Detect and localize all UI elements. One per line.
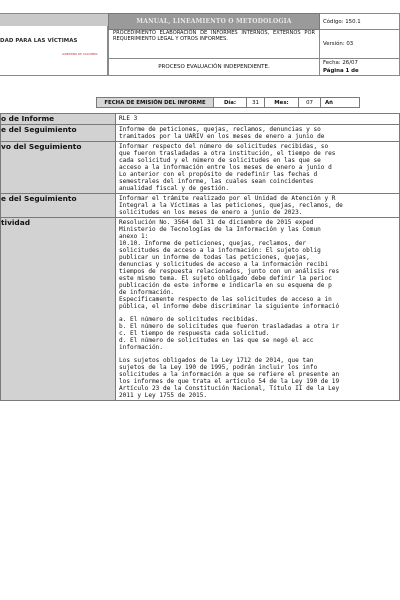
document-header: [0, 13, 400, 76]
value-line: pública, el informe debe discriminar la siguiente informació: [119, 303, 340, 310]
value-line: anexo 1:: [119, 233, 149, 240]
value-line: sujetos de la Ley 190 de 1995, podrán incluir los info: [119, 364, 318, 371]
row-value: [116, 194, 400, 218]
value-line: tramitados por la UARIV en los meses de enero a junio de: [119, 133, 325, 140]
document-title: MANUAL, LINEAMIENTO O METODOLOGIA: [108, 13, 320, 30]
procedure-name: PROCEDIMIENTO ELABORACIÓN DE INFORMES INTERNOS, EXTERNOS POR REQUERIMIENTO LEGAL Y OTROS INFORMES.: [108, 30, 320, 59]
logo-text: DAD PARA LAS VÍCTIMAS: [0, 38, 78, 44]
value-line: Informar respecto del número de solicitudes recibidas, so: [119, 143, 329, 150]
value-line: publicación de este informe e indicarla en su esquema de p: [119, 282, 332, 289]
value-line: a. El número de solicitudes recibidas.: [119, 316, 259, 323]
value-line: solicitudes a la información a que se refiere el presente an: [119, 371, 340, 378]
row-value: [116, 142, 400, 194]
value-line: este mismo tema. El sujeto obligado debe definir la perioc: [119, 275, 332, 282]
document-date-page: [320, 59, 400, 76]
value-line: acceso a la información entre los meses de enero a junio d: [119, 164, 332, 171]
value-line: Los sujetos obligados de la Ley 1712 de 2014, que tan: [119, 357, 314, 364]
value-line: Ministerio de Tecnologías de la Información y las Comun: [119, 226, 321, 233]
year-label: Añ: [320, 97, 360, 108]
value-line: Informe de peticiones, quejas, reclamos, denuncias y so: [119, 126, 321, 133]
row-label: e del Seguimiento: [1, 125, 116, 142]
value-line: c. El tiempo de respuesta cada solicitud.: [119, 330, 270, 337]
value-line: RLE 3: [119, 115, 138, 122]
value-line: Artículo 23 de la Constitución Nacional, Título II de la Ley: [119, 385, 340, 392]
value-line: Integral a la Víctimas a las peticiones, quejas, reclamos, de: [119, 202, 343, 209]
value-line: Específicamente respecto de las solicitudes de acceso a in: [119, 296, 332, 303]
table-row: [1, 114, 400, 125]
value-line: que fueron trasladadas a otra institución, el tiempo de res: [119, 150, 336, 157]
emission-date-row: [96, 97, 359, 108]
value-line: de información.: [119, 289, 175, 296]
value-line: publicar un informe de todas las peticiones, quejas,: [119, 254, 310, 261]
table-row: [1, 194, 400, 218]
value-line: Lo anterior con el propósito de redefinir las fechas d: [119, 171, 318, 178]
value-line: Informar el trámite realizado por el Unidad de Atención y R: [119, 195, 336, 202]
value-line: d. El número de solicitudes en las que se negó el acc: [119, 337, 314, 344]
row-label: o de Informe: [1, 114, 116, 125]
row-label: tividad: [1, 218, 116, 401]
table-row: [1, 142, 400, 194]
table-row: [1, 125, 400, 142]
value-line: solicitudes en los meses de enero a junio de 2023.: [119, 209, 303, 216]
row-label: vo del Seguimiento: [1, 142, 116, 194]
value-line: información.: [119, 344, 164, 351]
month-value: 07: [298, 97, 321, 108]
report-table: [0, 113, 400, 401]
day-value: 31: [246, 97, 265, 108]
value-line: los informes de que trata el artículo 54 de la Ley 190 de 19: [119, 378, 340, 385]
logo-subtext: GOBIERNO DE COLOMBIA: [62, 52, 98, 56]
process-name: PROCESO EVALUACIÓN INDEPENDIENTE.: [108, 59, 320, 76]
value-line: b. El número de solicitudes que fueron trasladadas a otra ir: [119, 323, 340, 330]
month-label: Mes:: [264, 97, 299, 108]
document-code: Código: 150.1: [320, 13, 400, 30]
value-line: semestrales del informe, las cuales sean coincidentes: [119, 178, 314, 185]
day-label: Día:: [213, 97, 247, 108]
value-line: cada solicitud y el número de solicitudes en las que se: [119, 157, 321, 164]
page-number: Página 1 de: [323, 68, 359, 74]
logo-band: [0, 14, 108, 26]
document-version: Versión: 03: [320, 30, 400, 59]
value-line: denuncias y solicitudes de acceso a la información recibi: [119, 261, 329, 268]
row-value: [116, 125, 400, 142]
row-value: [116, 114, 400, 125]
value-line: solicitudes de acceso a la información: El sujeto oblig: [119, 247, 321, 254]
table-row: [1, 218, 400, 401]
value-line: 10.10. Informe de peticiones, quejas, reclamos, der: [119, 240, 307, 247]
logo-cell: [0, 13, 108, 76]
value-line: tiempos de respuesta relacionados, junto con un análisis res: [119, 268, 340, 275]
value-line: 2011 y Ley 1755 de 2015.: [119, 392, 208, 399]
value-line: anualidad fiscal y de gestión.: [119, 185, 230, 192]
document-date: Fecha: 26/07: [323, 60, 358, 66]
emission-date-label: FECHA DE EMISIÓN DEL INFORME: [96, 97, 214, 108]
value-line: Resolución No. 3564 del 31 de diciembre de 2015 exped: [119, 219, 314, 226]
row-label: e del Seguimiento: [1, 194, 116, 218]
row-value: [116, 218, 400, 401]
